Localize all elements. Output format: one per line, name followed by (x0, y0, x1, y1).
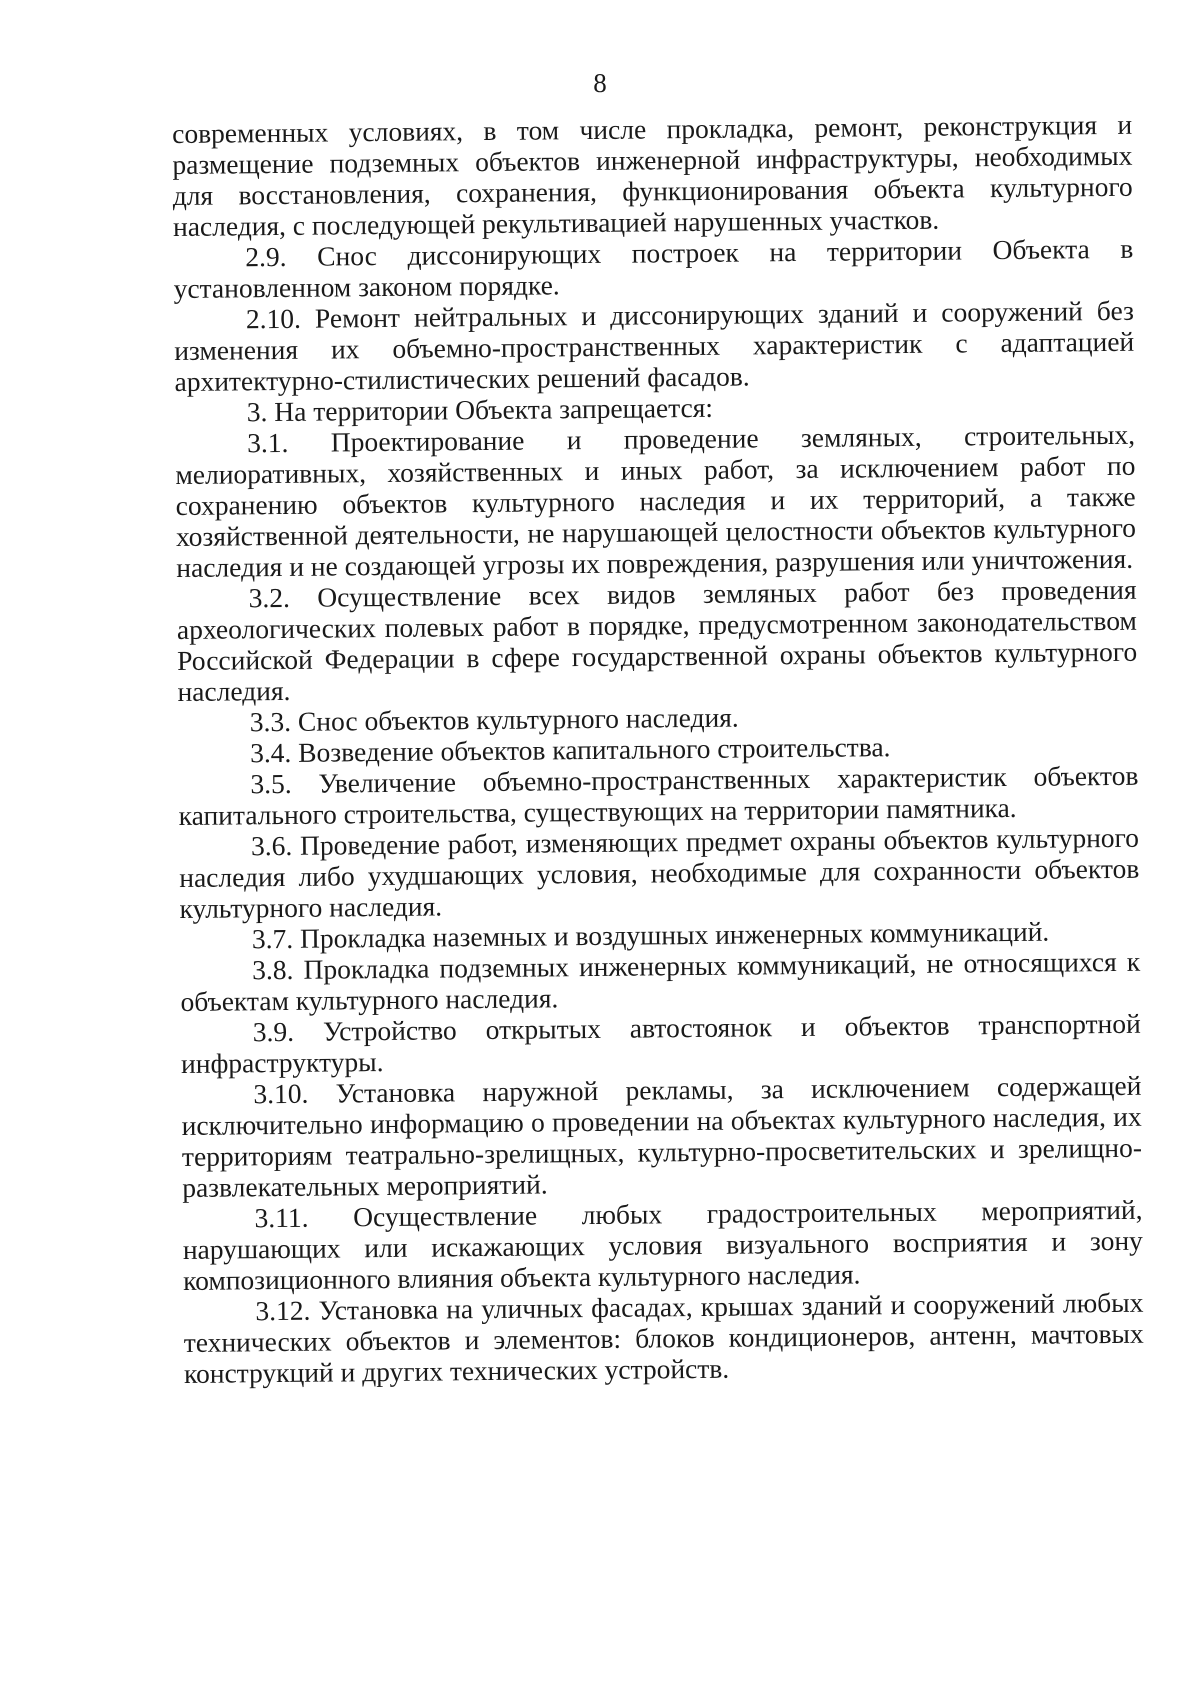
paragraph-3-10: 3.10. Установка наружной рекламы, за исключением содержащей исключительно информацию о проведении на объектах культурного наследия, их территориям театрально-зрелищных, культурно-просветительских и зрелищно-развлекательных мероприятий. (181, 1069, 1143, 1203)
paragraph-3-9: 3.9. Устройство открытых автостоянок и объектов транспортной инфраструктуры. (180, 1007, 1141, 1079)
paragraph-3-8: 3.8. Прокладка подземных инженерных коммуникаций, не относящихся к объектам культурного наследия. (180, 945, 1141, 1017)
paragraph-3-6: 3.6. Проведение работ, изменяющих предмет охраны объектов культурного наследия либо ухудшающих условия, необходимые для сохранности объектов культурного наследия. (179, 821, 1140, 924)
paragraph-2-9: 2.9. Снос диссонирующих построек на территории Объекта в установленном законом порядке. (173, 232, 1134, 304)
paragraph-3-1: 3.1. Проектирование и проведение земляных, строительных, мелиоративных, хозяйственных и иных работ, за исключением работ по сохранению объектов культурного наследия и их территорий, а также хозяйственной деятельности, не нарушающей целостности объектов культурного наследия и не создающей угрозы их повреждения, разрушения или уничтожения. (175, 418, 1137, 583)
paragraph-3-2: 3.2. Осуществление всех видов земляных работ без проведения археологических полевых работ в порядке, предусмотренном законодательством Российской Федерации в сфере государственной охраны объектов культурного наследия. (176, 573, 1138, 707)
paragraph-3-3: 3.3. Снос объектов культурного наследия. (249, 701, 739, 738)
document-body (172, 109, 1144, 1389)
paragraph-3-heading: 3. На территории Объекта запрещается: (246, 391, 714, 428)
paragraph-2-10: 2.10. Ремонт нейтральных и диссонирующих зданий и сооружений без изменения их объемно-пространственных характеристик с адаптацией архитектурно-стилистических решений фасадов. (174, 294, 1135, 397)
paragraph-3-4: 3.4. Возведение объектов капитального строительства. (249, 731, 891, 769)
paragraph-3-5: 3.5. Увеличение объемно-пространственных характеристик объектов капитального строительства, существующих на территории памятника. (178, 759, 1139, 831)
paragraph-3-12: 3.12. Установка на уличных фасадах, крышах зданий и сооружений любых технических объектов и элементов: блоков кондиционеров, антенн, мачтовых конструкций и других технических устройств. (183, 1286, 1144, 1389)
paragraph-3-11: 3.11. Осуществление любых градостроительных мероприятий, нарушающих или искажающих условия визуального восприятия и зону композиционного влияния объекта культурного наследия. (182, 1193, 1143, 1296)
paragraph-3-7: 3.7. Прокладка наземных и воздушных инженерных коммуникаций. (251, 915, 1050, 955)
page-number: 8 (593, 68, 607, 98)
paragraph-continuation: современных условиях, в том числе прокладка, ремонт, реконструкция и размещение подземных объектов инженерной инфраструктуры, необходимых для восстановления, сохранения, функционирования объекта культурного наследия, с последующей рекультивацией нарушенных участков. (172, 108, 1133, 242)
